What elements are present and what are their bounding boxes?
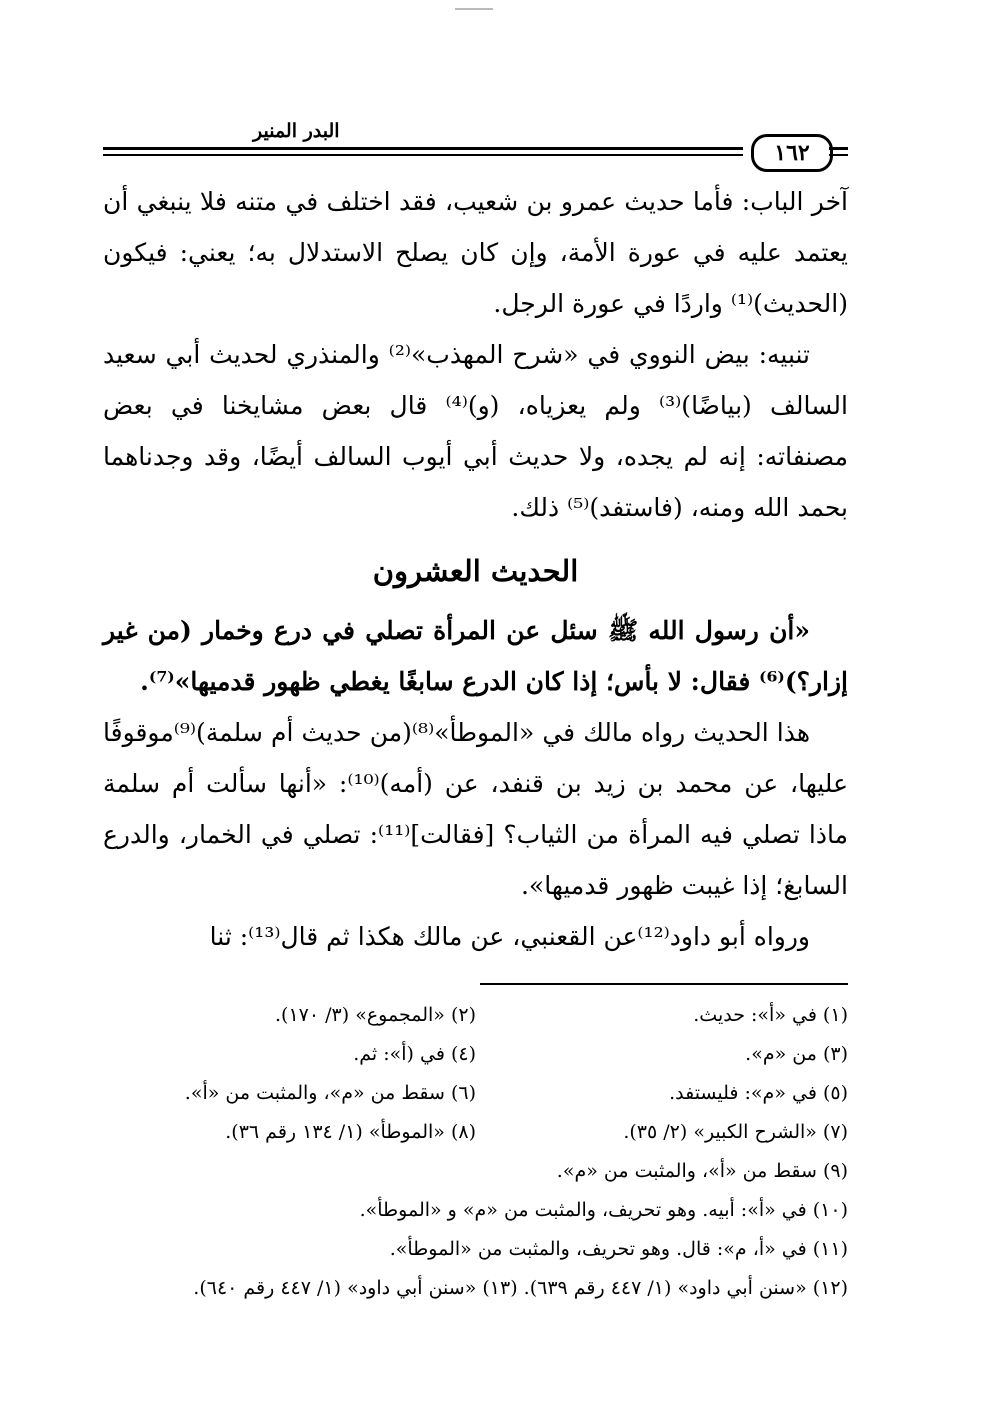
header-rule-double	[103, 154, 743, 156]
footnote-11: (١١) في «أ، م»: قال. وهو تحريف، والمثبت من «الموطأ».	[389, 1238, 848, 1260]
paragraph-1: آخر الباب: فأما حديث عمرو بن شعيب، فقد اختلف في متنه فلا ينبغي أن يعتمد عليه في عورة الأمة، وإن كان يصلح الاستدلال به؛ يعني: فيكون (الحديث)⁽¹⁾ واردًا في عورة الرجل.	[103, 187, 848, 318]
page-number: ١٦٢	[751, 134, 833, 172]
book-title: البدر المنير	[253, 120, 340, 142]
footnote-1: (١) في «أ»: حديث.	[693, 1004, 848, 1026]
footnote-row	[103, 1113, 848, 1152]
footnote-row	[103, 996, 848, 1035]
header-rule-tail-double	[829, 154, 848, 156]
footnote-12-13: (١٢) «سنن أبي داود» (١/ ٤٤٧ رقم ٦٣٩). (١٣) «سنن أبي داود» (١/ ٤٤٧ رقم ٦٤٠).	[193, 1277, 848, 1299]
footnote-4: (٤) في (أ»: ثم.	[353, 1043, 476, 1065]
footnote-2: (٢) «المجموع» (٣/ ١٧٠).	[275, 1004, 476, 1026]
section-heading: الحديث العشرون	[372, 554, 579, 588]
header-rule-tail	[829, 147, 848, 150]
main-text	[103, 176, 848, 962]
footnote-10: (١٠) في «أ»: أبيه. وهو تحريف، والمثبت من «م» و «الموطأ».	[359, 1199, 848, 1221]
page-header	[103, 112, 848, 172]
footnote-row	[103, 1074, 848, 1113]
paragraph-3: هذا الحديث رواه مالك في «الموطأ»⁽⁸⁾(من حديث أم سلمة)⁽⁹⁾موقوفًا عليها، عن محمد بن زيد بن قنفد، عن (أمه)⁽¹⁰⁾: «أنها سألت أم سلمة ماذا تصلي فيه المرأة من الثياب؟ [فقالت]⁽¹¹⁾: تصلي في الخمار، والدرع السابغ؛ إذا غيبت ظهور قدميها».	[103, 718, 848, 900]
footnote-6: (٦) سقط من «م»، والمثبت من «أ».	[184, 1082, 476, 1104]
hadith-text: «أن رسول الله ﷺ سئل عن المرأة تصلي في درع وخمار (من غير إزار؟)⁽⁶⁾ فقال: لا بأس؛ إذا كان الدرع سابغًا يغطي ظهور قدميها»⁽⁷⁾.	[103, 616, 848, 696]
top-mark	[455, 8, 493, 10]
paragraph-4: ورواه أبو داود⁽¹²⁾عن القعنبي، عن مالك هكذا ثم قال⁽¹³⁾: ثنا	[209, 922, 810, 951]
footnote-separator	[480, 983, 848, 985]
footnote-7: (٧) «الشرح الكبير» (٢/ ٣٥).	[623, 1121, 848, 1143]
paragraph-2: تنبيه: بيض النووي في «شرح المهذب»⁽²⁾ والمنذري لحديث أبي سعيد السالف (بياضًا)⁽³⁾ ولم يعزياه، (و)⁽⁴⁾ قال بعض مشايخنا في بعض مصنفاته: إنه لم يجده، ولا حديث أبي أيوب السالف أيضًا، وقد وجدناهما بحمد الله ومنه، (فاستفد)⁽⁵⁾ ذلك.	[103, 340, 848, 522]
header-rule	[103, 147, 743, 150]
footnote-8: (٨) «الموطأ» (١/ ١٣٤ رقم ٣٦).	[225, 1121, 476, 1143]
footnotes	[103, 996, 848, 1308]
footnote-3: (٣) من «م».	[745, 1043, 848, 1065]
footnote-5: (٥) في «م»: فليستفد.	[669, 1082, 848, 1104]
footnote-row	[103, 1035, 848, 1074]
footnote-9: (٩) سقط من «أ»، والمثبت من «م».	[556, 1160, 848, 1182]
